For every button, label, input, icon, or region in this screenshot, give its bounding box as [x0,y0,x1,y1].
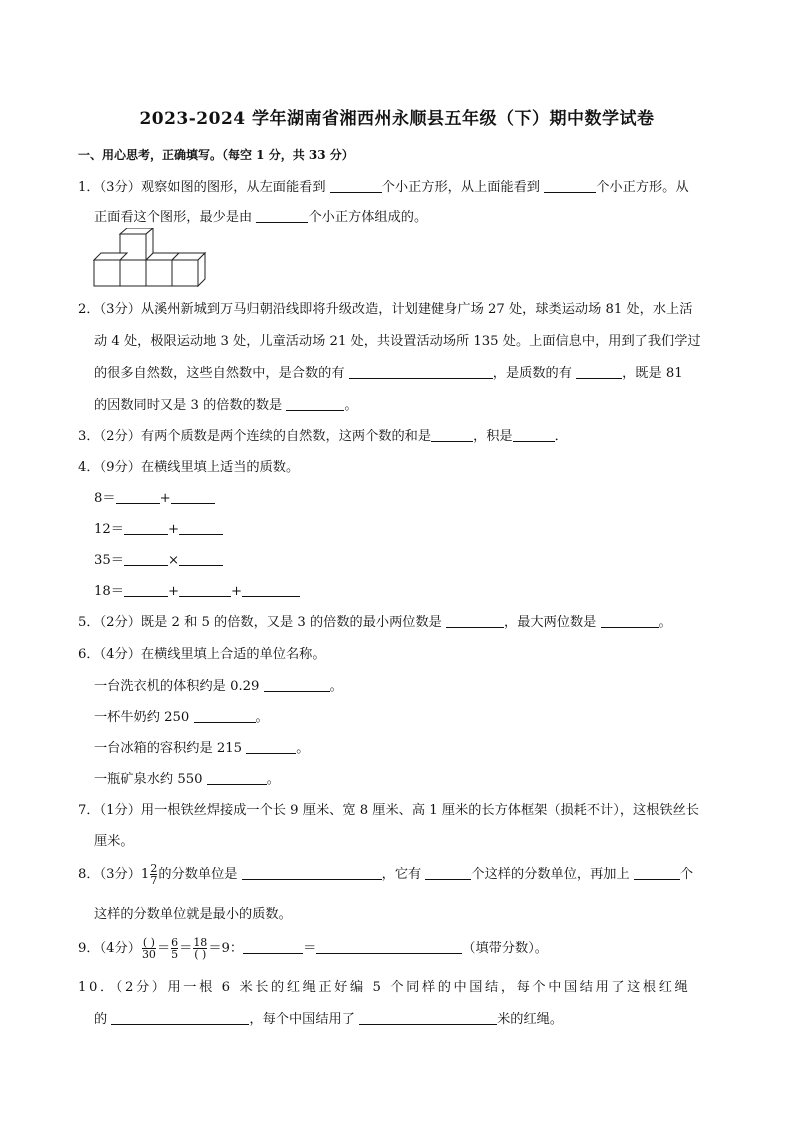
answer-blank[interactable] [242,583,300,597]
answer-blank[interactable] [246,740,296,754]
fraction-2 [171,937,178,960]
q9-text-a: 9．（4分） [78,941,141,956]
plus-sign: + [231,584,243,599]
q3-text-b: ，积是 [473,429,513,444]
answer-blank[interactable] [349,365,493,379]
answer-blank[interactable] [264,678,330,692]
answer-blank[interactable] [316,940,462,954]
answer-blank[interactable] [116,490,160,504]
q2-text-e: 。 [344,398,358,413]
fraction-two-sevenths [150,863,157,886]
answer-blank[interactable] [286,397,344,411]
q8-text-e: 个 [679,867,694,882]
fraction-denominator: ( ) [194,948,207,961]
question-2-line-4 [94,394,358,413]
answer-blank[interactable] [179,521,223,535]
q3-text-c: ． [554,429,568,444]
question-4-row-4 [94,580,300,599]
question-10-line-1: 10．（2分）用一根 6 米长的红绳正好编 5 个同样的中国结，每个中国结用了这根红绳 [78,980,691,995]
q5-text-b: ，最大两位数是 [504,615,601,630]
fraction-numerator: 18 [193,936,208,949]
period: 。 [296,741,310,756]
q6-row-text: 一台冰箱的容积约是 215 [94,741,247,756]
q4-row-label: 8＝ [94,491,116,506]
question-8-line-1 [78,863,693,886]
answer-blank[interactable] [431,428,473,442]
fraction-denominator: 5 [171,948,179,961]
answer-blank[interactable] [544,179,596,193]
question-6-heading: 6．（4分）在横线里填上合适的单位名称。 [78,647,326,662]
q1-text-d: 正面看这个图形，最少是由 [94,210,257,225]
answer-blank[interactable] [242,866,382,880]
q2-text-b: ，是质数的有 [492,366,577,381]
q1-text-b: 个小正方形，从上面能看到 [381,180,545,195]
question-2-line-3 [94,362,683,381]
fraction-numerator: 6 [171,936,179,949]
q5-text-c: 。 [658,615,672,630]
q2-text-a: 的很多自然数，这些自然数中，是合数的有 [94,366,349,381]
q1-text-c: 个小正方形。从 [596,180,689,195]
q2-text-c: ，既是 81 [622,366,683,381]
q1-text-a: 1．（3分）观察如图的图形，从左面能看到 [78,180,330,195]
answer-blank[interactable] [601,614,659,628]
fraction-3 [193,937,207,960]
plus-sign: + [159,491,171,506]
question-1-line-2 [94,206,427,225]
fraction-denominator: 7 [150,874,158,887]
q8-text-c: ，它有 [381,867,426,882]
cube-figure [93,228,213,292]
plus-sign: + [167,584,180,599]
answer-blank[interactable] [194,709,256,723]
question-4-row-2 [94,518,223,537]
answer-blank[interactable] [330,179,382,193]
fraction-numerator: ( ) [142,936,155,949]
q5-text-a: 5．（2分）既是 2 和 5 的倍数，又是 3 的倍数的最小两位数是 [78,615,447,630]
question-1-line-1 [78,176,689,195]
answer-blank[interactable] [634,866,680,880]
q8-text-d: 个这样的分数单位，再加上 [471,867,634,882]
times-sign: × [167,553,180,568]
answer-blank[interactable] [179,583,231,597]
fraction-1 [142,937,156,960]
q9-text-b: ＝9： [208,941,244,956]
equals-sign: ＝ [156,941,171,956]
q4-row-label: 12＝ [94,522,124,537]
question-6-row-1 [94,675,343,694]
question-4-row-1 [94,487,215,506]
question-6-row-4 [94,768,280,787]
question-3 [78,425,568,444]
question-8-line-2: 这样的分数单位就是最小的质数。 [94,907,292,922]
q10-text-c: 米的红绳。 [497,1012,564,1027]
q1-text-e: 个小正方体组成的。 [308,210,428,225]
period: 。 [255,710,269,725]
equals-sign: ＝ [179,941,193,956]
answer-blank[interactable] [256,209,308,223]
q6-row-text: 一杯牛奶约 250 [94,710,194,725]
q10-text-a: 的 [94,1012,112,1027]
question-2-line-1: 2．（3分）从溪州新城到万马归朝沿线即将升级改造，计划建健身广场 27 处，球类运动场 81 处，水上活 [78,302,693,317]
answer-blank[interactable] [207,771,267,785]
q2-text-d: 的因数同时又是 3 的倍数的数是 [94,398,287,413]
question-7-line-2: 厘米。 [94,834,134,849]
period: 。 [329,679,343,694]
q8-text-a: 8．（3分）1 [78,867,150,882]
period: 。 [266,772,280,787]
answer-blank[interactable] [425,866,471,880]
q4-row-label: 35＝ [94,553,124,568]
answer-blank[interactable] [124,521,168,535]
question-6-row-3 [94,737,309,756]
answer-blank[interactable] [124,583,168,597]
answer-blank[interactable] [359,1011,497,1025]
section-heading: 一、用心思考，正确填写。（每空 1 分，共 33 分） [78,148,354,162]
question-5 [78,611,672,630]
question-6-row-2 [94,706,269,725]
question-2-line-2: 动 4 处，极限运动地 3 处，儿童活动场 21 处，共设置活动场所 135 处。上面信息中，用到了我们学过 [94,334,701,349]
answer-blank[interactable] [124,552,168,566]
q9-text-c: ＝ [303,941,317,956]
question-4-row-3 [94,549,223,568]
q10-text-b: ，每个中国结用了 [249,1012,360,1027]
q3-text-a: 3．（2分）有两个质数是两个连续的自然数，这两个数的和是 [78,429,432,444]
plus-sign: + [167,522,180,537]
q4-row-label: 18＝ [94,584,124,599]
q9-text-d: （填带分数）。 [462,941,548,956]
exam-title: 2023-2024 学年湖南省湘西州永顺县五年级（下）期中数学试卷 [139,109,655,129]
fraction-numerator: 2 [150,862,158,875]
answer-blank[interactable] [513,428,555,442]
q6-row-text: 一瓶矿泉水约 550 [94,772,207,787]
q6-row-text: 一台洗衣机的体积约是 0.29 [94,679,264,694]
answer-blank[interactable] [576,365,622,379]
question-9 [78,937,548,960]
q8-text-b: 的分数单位是 [158,867,242,882]
answer-blank[interactable] [171,490,215,504]
answer-blank[interactable] [179,552,223,566]
fraction-denominator: 30 [141,948,156,961]
question-7-line-1: 7．（1分）用一根铁丝焊接成一个长 9 厘米、宽 8 厘米、高 1 厘米的长方体框架（损耗不计），这根铁丝长 [78,803,699,818]
answer-blank[interactable] [111,1011,249,1025]
question-4-heading: 4．（9分）在横线里填上适当的质数。 [78,460,300,475]
question-10-line-2 [94,1008,563,1027]
answer-blank[interactable] [446,614,504,628]
answer-blank[interactable] [243,940,303,954]
